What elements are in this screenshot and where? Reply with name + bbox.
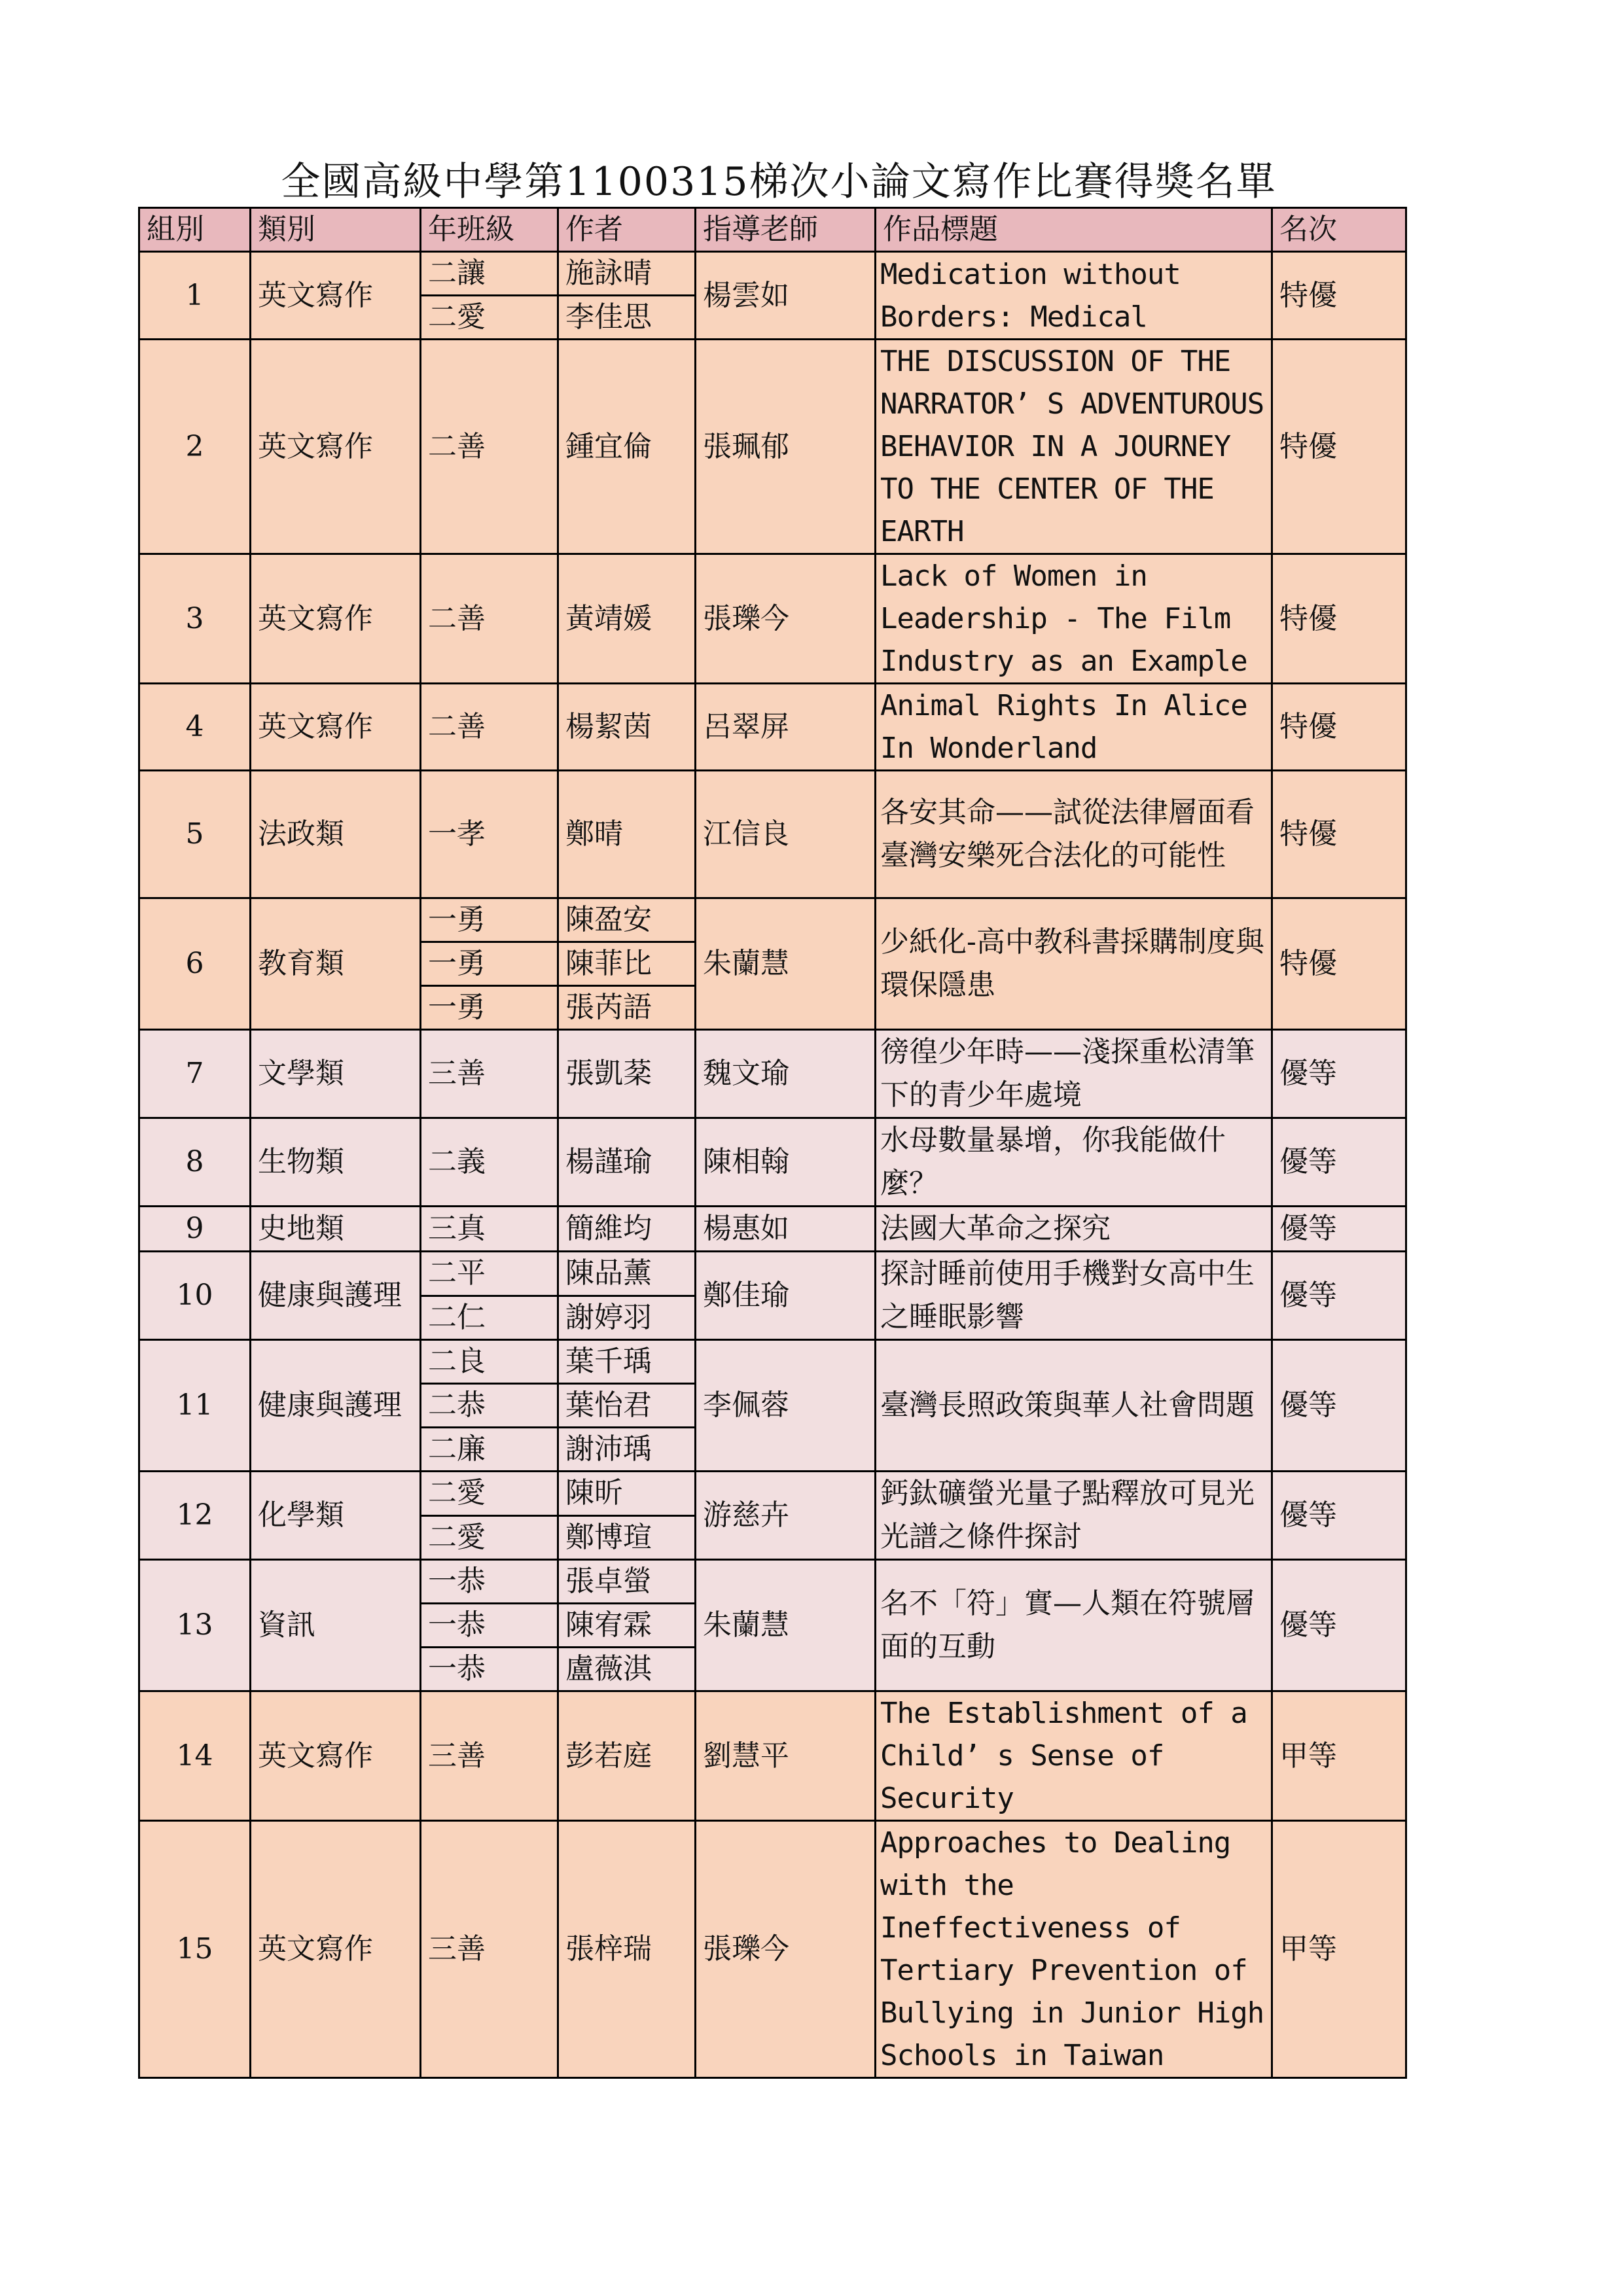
author-name: 黃靖媛 <box>558 554 696 684</box>
table-row <box>139 898 1406 942</box>
class-name: 一勇 <box>421 986 558 1030</box>
category: 史地類 <box>251 1207 421 1252</box>
header-category: 類別 <box>251 208 421 252</box>
teacher-name: 張瓅今 <box>696 1821 876 2078</box>
class-name: 一恭 <box>421 1560 558 1604</box>
class-name: 三真 <box>421 1207 558 1252</box>
rank: 優等 <box>1272 1252 1406 1340</box>
class-name: 一孝 <box>421 771 558 898</box>
rank: 特優 <box>1272 252 1406 340</box>
rank: 特優 <box>1272 554 1406 684</box>
class-name: 三善 <box>421 1691 558 1821</box>
header-teacher: 指導老師 <box>696 208 876 252</box>
group-number: 13 <box>139 1560 251 1691</box>
group-number: 1 <box>139 252 251 340</box>
category: 英文寫作 <box>251 554 421 684</box>
work-title: 臺灣長照政策與華人社會問題 <box>876 1340 1272 1472</box>
work-title: 各安其命——試從法律層面看臺灣安樂死合法化的可能性 <box>876 771 1272 898</box>
author-name: 陳盈安 <box>558 898 696 942</box>
table-row <box>139 252 1406 296</box>
header-class: 年班級 <box>421 208 558 252</box>
table-row <box>139 1340 1406 1384</box>
group-number: 11 <box>139 1340 251 1472</box>
awards-table <box>138 207 1407 2079</box>
author-name: 李佳思 <box>558 296 696 340</box>
category: 英文寫作 <box>251 252 421 340</box>
author-name: 張卓螢 <box>558 1560 696 1604</box>
category: 健康與護理 <box>251 1340 421 1472</box>
work-title: 少紙化-高中教科書採購制度與環保隱患 <box>876 898 1272 1030</box>
class-name: 二廉 <box>421 1428 558 1472</box>
author-name: 陳宥霖 <box>558 1604 696 1648</box>
class-name: 二良 <box>421 1340 558 1384</box>
header-group: 組別 <box>139 208 251 252</box>
work-title: 探討睡前使用手機對女高中生之睡眠影響 <box>876 1252 1272 1340</box>
rank: 優等 <box>1272 1560 1406 1691</box>
work-title: 徬徨少年時——淺探重松清筆下的青少年處境 <box>876 1030 1272 1118</box>
author-name: 張芮語 <box>558 986 696 1030</box>
rank: 甲等 <box>1272 1821 1406 2078</box>
class-name: 二恭 <box>421 1384 558 1428</box>
work-title: 鈣鈦礦螢光量子點釋放可見光光譜之條件探討 <box>876 1472 1272 1560</box>
category: 法政類 <box>251 771 421 898</box>
table-row <box>139 684 1406 771</box>
class-name: 二愛 <box>421 1472 558 1516</box>
class-name: 一恭 <box>421 1604 558 1648</box>
group-number: 14 <box>139 1691 251 1821</box>
author-name: 楊絜茵 <box>558 684 696 771</box>
class-name: 三善 <box>421 1030 558 1118</box>
teacher-name: 楊雲如 <box>696 252 876 340</box>
author-name: 謝婷羽 <box>558 1296 696 1340</box>
author-name: 張凱棻 <box>558 1030 696 1118</box>
table-header-row <box>139 208 1406 252</box>
rank: 優等 <box>1272 1472 1406 1560</box>
class-name: 二善 <box>421 554 558 684</box>
teacher-name: 鄭佳瑜 <box>696 1252 876 1340</box>
author-name: 謝沛瑀 <box>558 1428 696 1472</box>
teacher-name: 江信良 <box>696 771 876 898</box>
class-name: 二讓 <box>421 252 558 296</box>
teacher-name: 楊惠如 <box>696 1207 876 1252</box>
table-row <box>139 554 1406 684</box>
teacher-name: 朱蘭慧 <box>696 1560 876 1691</box>
class-name: 一勇 <box>421 898 558 942</box>
category: 資訊 <box>251 1560 421 1691</box>
category: 英文寫作 <box>251 1821 421 2078</box>
awards-table-body <box>139 252 1406 2078</box>
rank: 甲等 <box>1272 1691 1406 1821</box>
class-name: 二愛 <box>421 1515 558 1560</box>
class-name: 一恭 <box>421 1648 558 1691</box>
header-author: 作者 <box>558 208 696 252</box>
teacher-name: 呂翠屏 <box>696 684 876 771</box>
rank: 特優 <box>1272 771 1406 898</box>
rank: 優等 <box>1272 1030 1406 1118</box>
category: 英文寫作 <box>251 684 421 771</box>
work-title: 法國大革命之探究 <box>876 1207 1272 1252</box>
work-title: 水母數量暴增，你我能做什麼？ <box>876 1118 1272 1207</box>
category: 教育類 <box>251 898 421 1030</box>
class-name: 二善 <box>421 340 558 554</box>
group-number: 3 <box>139 554 251 684</box>
work-title: Medication without Borders: Medical <box>876 252 1272 340</box>
table-row <box>139 1472 1406 1516</box>
table-row <box>139 1821 1406 2078</box>
table-row <box>139 340 1406 554</box>
category: 健康與護理 <box>251 1252 421 1340</box>
table-row <box>139 1207 1406 1252</box>
class-name: 二義 <box>421 1118 558 1207</box>
group-number: 15 <box>139 1821 251 2078</box>
work-title: Lack of Women in Leadership - The Film Industry as an Example <box>876 554 1272 684</box>
author-name: 鍾宜倫 <box>558 340 696 554</box>
author-name: 張梓瑞 <box>558 1821 696 2078</box>
teacher-name: 張瓅今 <box>696 554 876 684</box>
rank: 特優 <box>1272 684 1406 771</box>
category: 生物類 <box>251 1118 421 1207</box>
teacher-name: 朱蘭慧 <box>696 898 876 1030</box>
table-row <box>139 1118 1406 1207</box>
work-title: Animal Rights In Alice In Wonderland <box>876 684 1272 771</box>
rank: 優等 <box>1272 1340 1406 1472</box>
document-title: 全國高級中學第1100315梯次小論文寫作比賽得獎名單 <box>281 159 1277 205</box>
group-number: 4 <box>139 684 251 771</box>
work-title: 名不「符」實—人類在符號層面的互動 <box>876 1560 1272 1691</box>
class-name: 一勇 <box>421 942 558 986</box>
group-number: 10 <box>139 1252 251 1340</box>
header-work-title: 作品標題 <box>876 208 1272 252</box>
author-name: 楊謹瑜 <box>558 1118 696 1207</box>
author-name: 葉千瑀 <box>558 1340 696 1384</box>
work-title: Approaches to Dealing with the Ineffectiveness of Tertiary Prevention of Bullying in Junior High Schools in Taiwan <box>876 1821 1272 2078</box>
class-name: 二愛 <box>421 296 558 340</box>
group-number: 6 <box>139 898 251 1030</box>
rank: 特優 <box>1272 340 1406 554</box>
table-row <box>139 1252 1406 1296</box>
class-name: 二仁 <box>421 1296 558 1340</box>
teacher-name: 李佩蓉 <box>696 1340 876 1472</box>
group-number: 9 <box>139 1207 251 1252</box>
work-title: The Establishment of a Child’ s Sense of Security <box>876 1691 1272 1821</box>
class-name: 二善 <box>421 684 558 771</box>
table-row <box>139 1560 1406 1604</box>
table-row <box>139 1030 1406 1118</box>
author-name: 簡維均 <box>558 1207 696 1252</box>
category: 英文寫作 <box>251 1691 421 1821</box>
group-number: 8 <box>139 1118 251 1207</box>
rank: 特優 <box>1272 898 1406 1030</box>
category: 英文寫作 <box>251 340 421 554</box>
teacher-name: 陳相翰 <box>696 1118 876 1207</box>
author-name: 彭若庭 <box>558 1691 696 1821</box>
rank: 優等 <box>1272 1207 1406 1252</box>
author-name: 陳昕 <box>558 1472 696 1516</box>
table-row <box>139 1691 1406 1821</box>
work-title: THE DISCUSSION OF THE NARRATOR’ S ADVENTUROUS BEHAVIOR IN A JOURNEY TO THE CENTER OF THE EARTH <box>876 340 1272 554</box>
group-number: 7 <box>139 1030 251 1118</box>
class-name: 三善 <box>421 1821 558 2078</box>
author-name: 盧薇淇 <box>558 1648 696 1691</box>
class-name: 二平 <box>421 1252 558 1296</box>
category: 化學類 <box>251 1472 421 1560</box>
group-number: 5 <box>139 771 251 898</box>
teacher-name: 張珮郁 <box>696 340 876 554</box>
author-name: 陳菲比 <box>558 942 696 986</box>
teacher-name: 魏文瑜 <box>696 1030 876 1118</box>
author-name: 鄭博瑄 <box>558 1515 696 1560</box>
author-name: 施詠晴 <box>558 252 696 296</box>
group-number: 12 <box>139 1472 251 1560</box>
header-rank: 名次 <box>1272 208 1406 252</box>
teacher-name: 游慈卉 <box>696 1472 876 1560</box>
author-name: 葉怡君 <box>558 1384 696 1428</box>
category: 文學類 <box>251 1030 421 1118</box>
group-number: 2 <box>139 340 251 554</box>
author-name: 陳品薰 <box>558 1252 696 1296</box>
teacher-name: 劉慧平 <box>696 1691 876 1821</box>
author-name: 鄭晴 <box>558 771 696 898</box>
table-row <box>139 771 1406 898</box>
rank: 優等 <box>1272 1118 1406 1207</box>
